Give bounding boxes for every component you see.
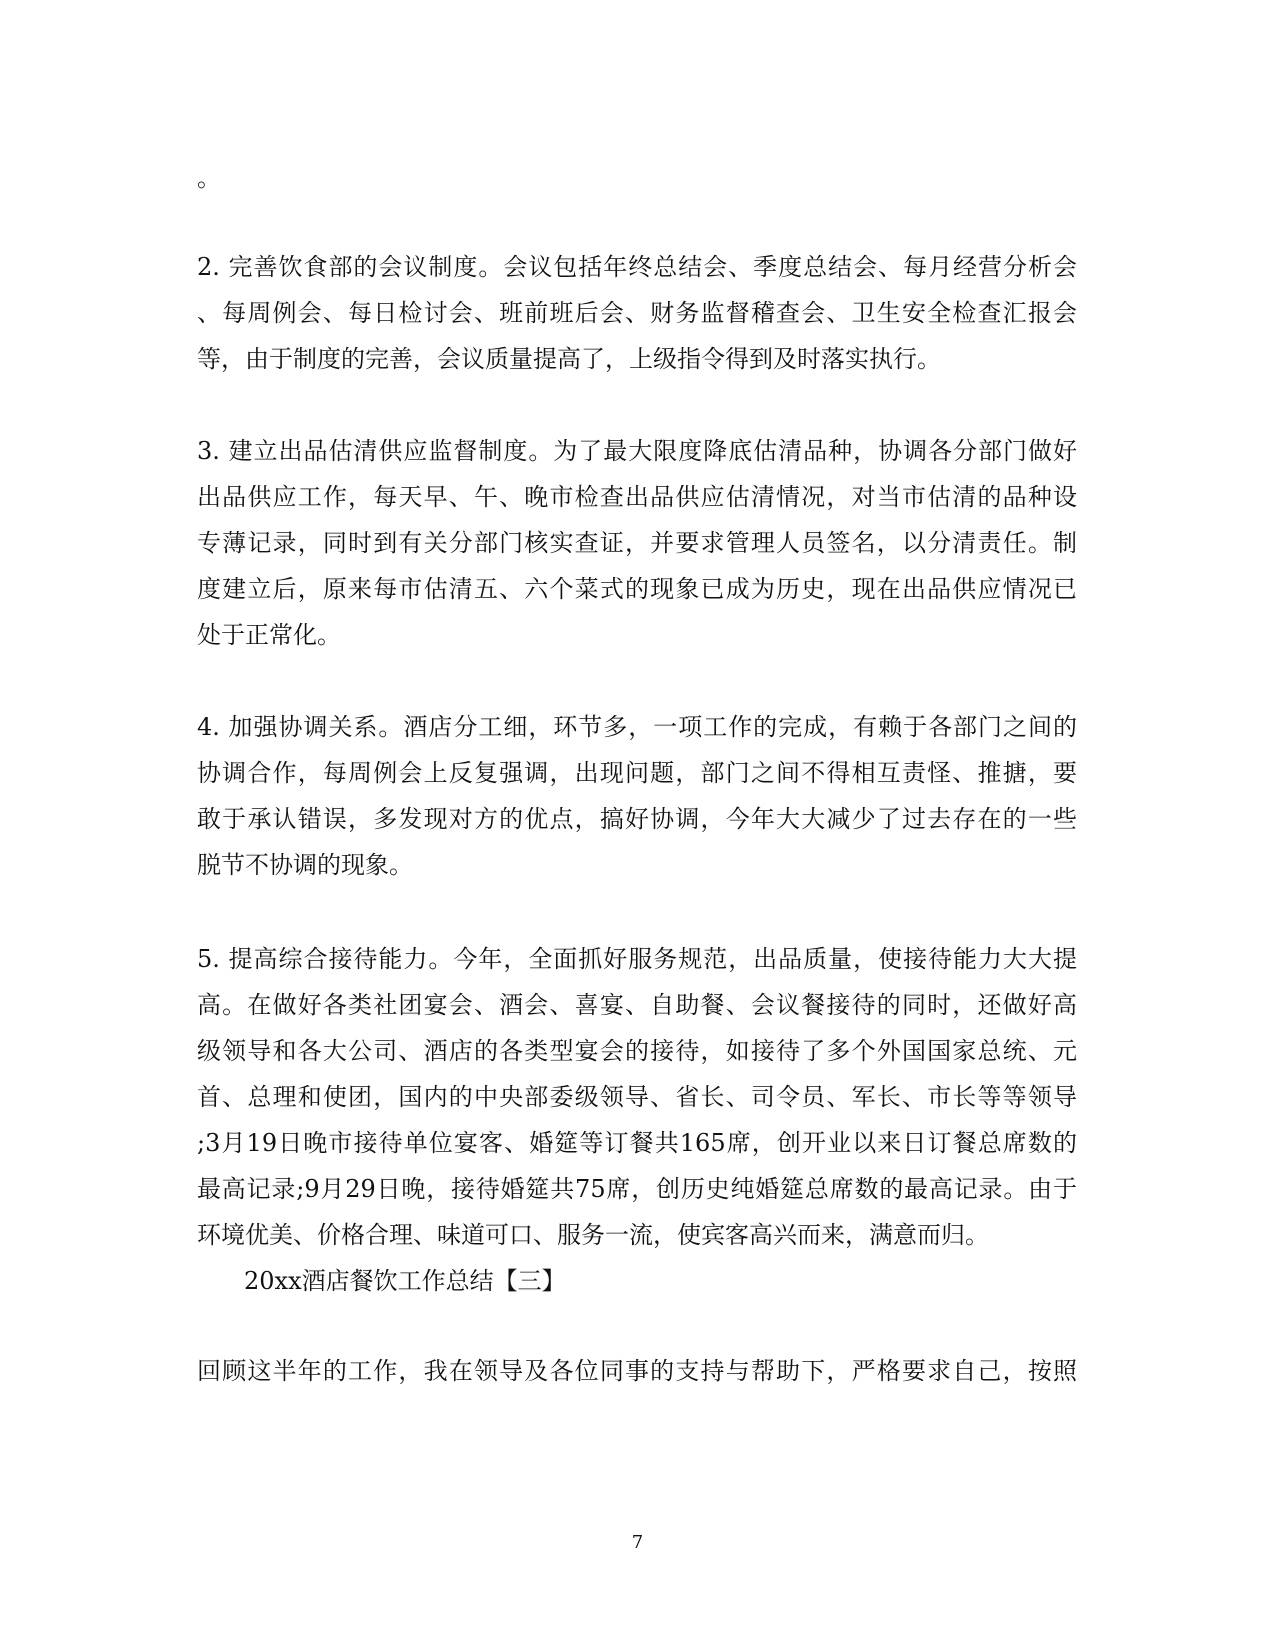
text-line: 。: [197, 164, 221, 192]
text-line: 出品供应工作，每天早、午、晚市检查出品供应估清情况，对当市估清的品种设: [197, 483, 1077, 511]
text-line: 最高记录;9月29日晚，接待婚筵共75席，创历史纯婚筵总席数的最高记录。由于: [197, 1175, 1077, 1203]
text-line: 2. 完善饮食部的会议制度。会议包括年终总结会、季度总结会、每月经营分析会: [197, 253, 1077, 281]
text-line: 敢于承认错误，多发现对方的优点，搞好协调，今年大大减少了过去存在的一些: [197, 805, 1077, 833]
page-number: 7: [631, 1532, 644, 1553]
text-line: 5. 提高综合接待能力。今年，全面抓好服务规范，出品质量，使接待能力大大提: [197, 945, 1077, 973]
text-line: 3. 建立出品估清供应监督制度。为了最大限度降底估清品种，协调各分部门做好: [197, 437, 1077, 465]
text-line: 4. 加强协调关系。酒店分工细，环节多，一项工作的完成，有赖于各部门之间的: [197, 713, 1077, 741]
text-line: 高。在做好各类社团宴会、酒会、喜宴、自助餐、会议餐接待的同时，还做好高: [197, 991, 1077, 1019]
section-heading: 20xx酒店餐饮工作总结【三】: [244, 1267, 566, 1295]
text-line: 首、总理和使团，国内的中央部委级领导、省长、司令员、军长、市长等等领导: [197, 1083, 1077, 1111]
text-line: 度建立后，原来每市估清五、六个菜式的现象已成为历史，现在出品供应情况已: [197, 575, 1077, 603]
text-line: 等，由于制度的完善，会议质量提高了，上级指令得到及时落实执行。: [197, 345, 941, 373]
text-line: 回顾这半年的工作，我在领导及各位同事的支持与帮助下，严格要求自己，按照: [197, 1357, 1077, 1385]
text-line: 、每周例会、每日检讨会、班前班后会、财务监督稽查会、卫生安全检查汇报会: [197, 299, 1077, 327]
text-line: ;3月19日晚市接待单位宴客、婚筵等订餐共165席，创开业以来日订餐总席数的: [197, 1129, 1077, 1157]
text-line: 级领导和各大公司、酒店的各类型宴会的接待，如接待了多个外国国家总统、元: [197, 1037, 1077, 1065]
text-line: 专薄记录，同时到有关分部门核实查证，并要求管理人员签名，以分清责任。制: [197, 529, 1077, 557]
text-line: 协调合作，每周例会上反复强调，出现问题，部门之间不得相互责怪、推搪，要: [197, 759, 1077, 787]
text-line: 处于正常化。: [197, 621, 341, 649]
text-line: 脱节不协调的现象。: [197, 851, 413, 879]
text-line: 环境优美、价格合理、味道可口、服务一流，使宾客高兴而来，满意而归。: [197, 1221, 989, 1249]
